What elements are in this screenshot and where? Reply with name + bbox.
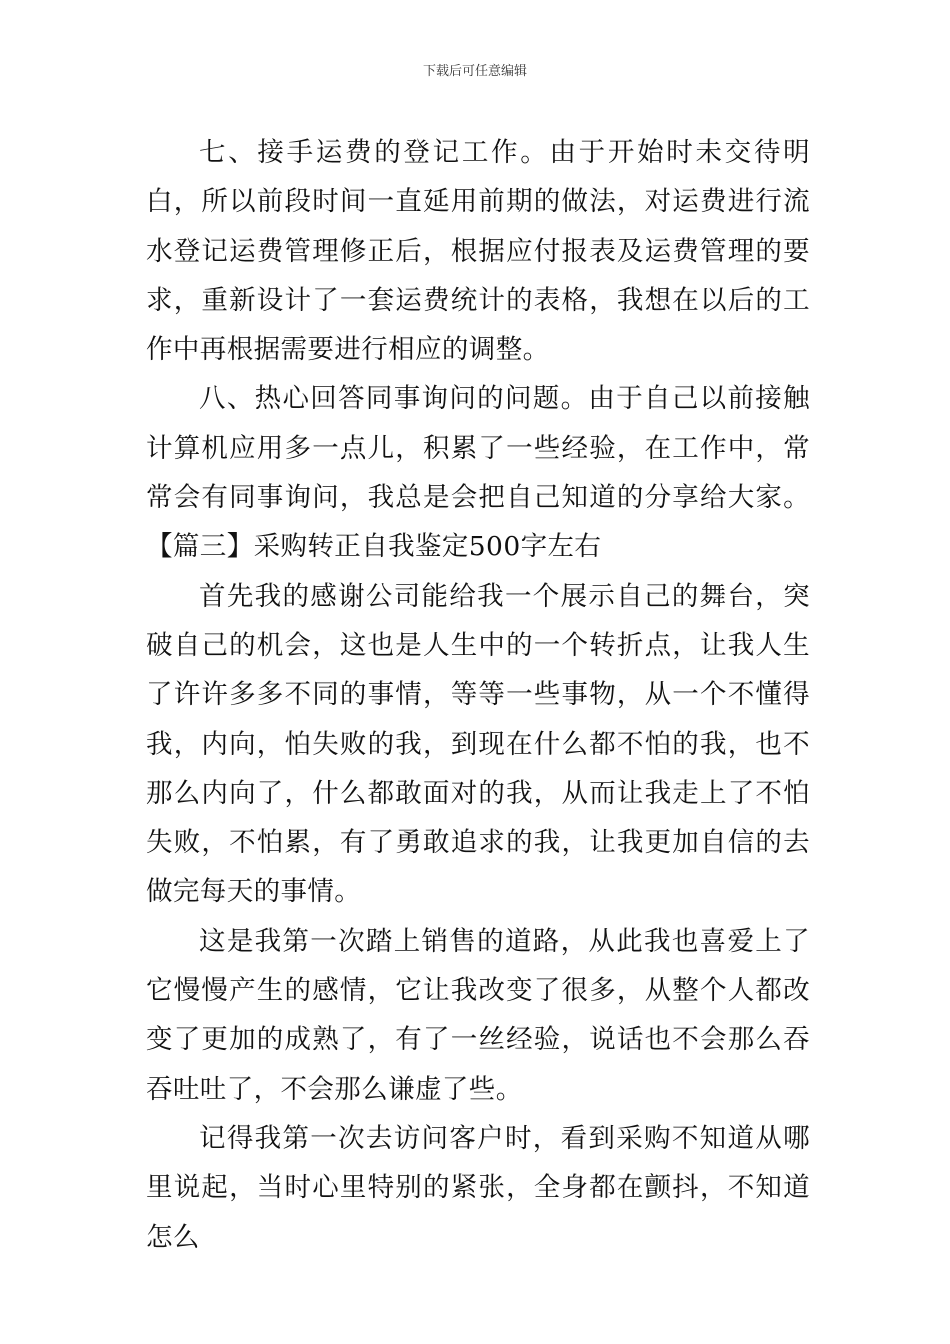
page-header: 下载后可任意编辑 <box>422 64 527 79</box>
paragraph-7-freight-registration: 七、接手运费的登记工作。由于开始时未交待明白，所以前段时间一直延用前期的做法，对运费进行流水登记运费管理修正后，根据应付报表及运费管理的要求，重新设计了一套运费统计的表格，我想在以后的工作中再根据需要进行相应的调整。 <box>146 137 810 366</box>
document-body <box>146 128 810 1262</box>
paragraph-first-sales: 这是我第一次踏上销售的道路，从此我也喜爱上了它慢慢产生的感情，它让我改变了很多，从整个人都改变了更加的成熟了，有了一丝经验，说话也不会那么吞吞吐吐了，不会那么谦虚了些。 <box>146 925 810 1105</box>
paragraph-gratitude: 首先我的感谢公司能给我一个展示自己的舞台，突破自己的机会，这也是人生中的一个转折点，让我人生了许许多多不同的事情，等等一些事物，从一个不懂得我，内向，怕失败的我，到现在什么都不怕的我，也不那么内向了，什么都敢面对的我，从而让我走上了不怕失败，不怕累，有了勇敢追求的我，让我更加自信的去做完每天的事情。 <box>146 580 810 908</box>
paragraph-first-visit: 记得我第一次去访问客户时，看到采购不知道从哪里说起，当时心里特别的紧张，全身都在颤抖，不知道怎么 <box>146 1122 810 1253</box>
paragraph-8-answering-questions: 八、热心回答同事询问的问题。由于自己以前接触计算机应用多一点儿，积累了一些经验，在工作中，常常会有同事询问，我总是会把自己知道的分享给大家。【篇三】采购转正自我鉴定500字左右 <box>146 383 810 563</box>
